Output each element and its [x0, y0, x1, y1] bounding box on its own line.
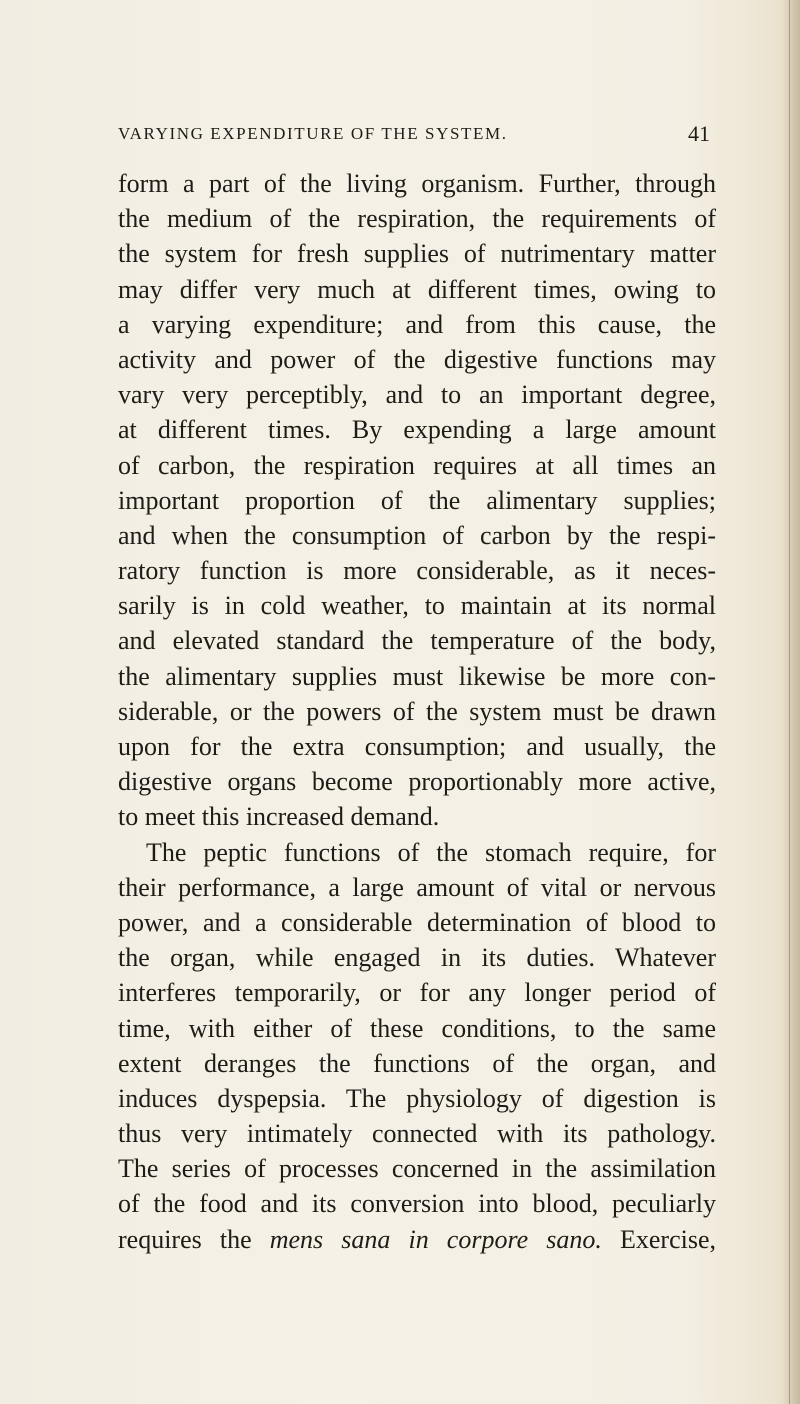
- paragraph-start-line: The peptic functions of the stomach require, for: [146, 837, 716, 867]
- text-line: the alimentary supplies must likewise be more con-: [118, 661, 716, 691]
- paragraph-end-line: to meet this increased demand.: [118, 802, 440, 832]
- body-text: [118, 166, 716, 1257]
- text-line: The series of processes concerned in the assimilation: [118, 1154, 716, 1184]
- text-segment: requires the: [118, 1224, 270, 1254]
- page-header: [118, 121, 710, 148]
- text-line: a varying expenditure; and from this cause, the: [118, 309, 716, 339]
- text-line: interferes temporarily, or for any longer period of: [118, 978, 716, 1008]
- text-line: form a part of the living organism. Further, through: [118, 169, 716, 198]
- text-line: upon for the extra consumption; and usually, the: [118, 732, 716, 761]
- text-line: vary very perceptibly, and to an important degree,: [118, 380, 716, 410]
- text-line: may differ very much at different times, owing to: [118, 274, 716, 304]
- text-line: thus very intimately connected with its pathology.: [118, 1119, 716, 1149]
- running-head: VARYING EXPENDITURE OF THE SYSTEM.: [118, 124, 508, 143]
- text-line: the system for fresh supplies of nutrimentary matter: [118, 239, 716, 269]
- text-line: the medium of the respiration, the requirements of: [118, 204, 716, 234]
- italic-latin-phrase: mens sana in corpore sano.: [269, 1224, 602, 1254]
- text-line: siderable, or the powers of the system must be drawn: [118, 696, 716, 726]
- text-line-with-italic: [118, 1222, 716, 1257]
- text-line: digestive organs become proportionably more active,: [118, 767, 716, 797]
- page-edge-shadow: [782, 0, 800, 1404]
- text-segment: Exercise,: [601, 1224, 716, 1254]
- text-line: of the food and its conversion into blood, peculiarly: [118, 1189, 716, 1219]
- text-line: activity and power of the digestive functions may: [118, 344, 716, 374]
- text-line: extent deranges the functions of the organ, and: [118, 1048, 716, 1078]
- text-line: power, and a considerable determination of blood to: [118, 907, 716, 937]
- text-line: important proportion of the alimentary supplies;: [118, 485, 716, 515]
- text-line: induces dyspepsia. The physiology of digestion is: [118, 1083, 716, 1113]
- text-line: their performance, a large amount of vital or nervous: [118, 872, 716, 902]
- text-line: at different times. By expending a large amount: [118, 415, 716, 445]
- page-edge-line: [789, 0, 790, 1404]
- text-line: and when the consumption of carbon by the respi-: [118, 520, 716, 550]
- text-line: and elevated standard the temperature of the body,: [118, 626, 716, 656]
- text-line: ratory function is more considerable, as it neces-: [118, 556, 716, 586]
- text-line: of carbon, the respiration requires at all times an: [118, 450, 716, 480]
- text-line: sarily is in cold weather, to maintain at its normal: [118, 591, 716, 621]
- text-line: time, with either of these conditions, to the same: [118, 1013, 716, 1043]
- page-number: 41: [688, 121, 710, 146]
- text-line: the organ, while engaged in its duties. Whatever: [118, 943, 716, 973]
